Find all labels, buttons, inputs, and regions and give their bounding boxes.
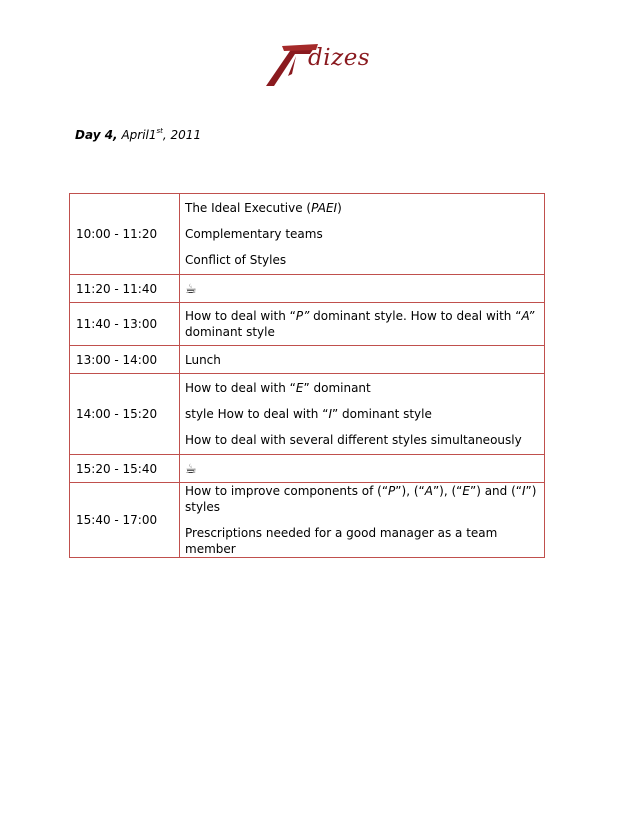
coffee-cup-icon: ☕ [185,461,197,477]
time-cell: 11:20 - 11:40 [70,275,180,303]
time-cell: 11:40 - 13:00 [70,303,180,346]
session-line: style How to deal with “I” dominant style [185,407,432,421]
session-line: Complementary teams [185,227,323,241]
time-cell: 15:20 - 15:40 [70,455,180,483]
table-row [70,483,545,558]
time-cell: 15:40 - 17:00 [70,483,180,558]
coffee-cup-icon: ☕ [185,281,197,297]
table-row [70,374,545,455]
table-row [70,303,545,346]
day-label: Day 4, [75,128,118,142]
table-row [70,194,545,275]
description-cell [180,483,545,558]
session-line: The Ideal Executive (PAEI) [185,201,342,215]
day-date: April1st, 2011 [121,127,202,142]
description-cell [180,194,545,275]
description-cell [180,374,545,455]
description-cell [180,455,545,483]
session-line: How to deal with “E” dominant [185,381,371,395]
table-row [70,275,545,303]
description-cell: How to deal with “P” dominant style. How to deal with “A” dominant style [180,303,545,346]
logo-wordmark: dizes [308,45,371,71]
day-heading [75,128,201,142]
description-cell [180,275,545,303]
time-cell: 13:00 - 14:00 [70,346,180,374]
session-line: Prescriptions needed for a good manager as a team member [185,526,498,556]
session-line: How to improve components of (“P”), (“A”), (“E”) and (“I”) styles [185,484,537,514]
table-row [70,346,545,374]
schedule-table [69,193,545,558]
time-cell: 14:00 - 15:20 [70,374,180,455]
adizes-logo [262,42,382,88]
table-row [70,455,545,483]
description-cell: Lunch [180,346,545,374]
session-line: Conflict of Styles [185,253,287,267]
time-cell: 10:00 - 11:20 [70,194,180,275]
session-line: How to deal with several different styles simultaneously [185,433,522,447]
